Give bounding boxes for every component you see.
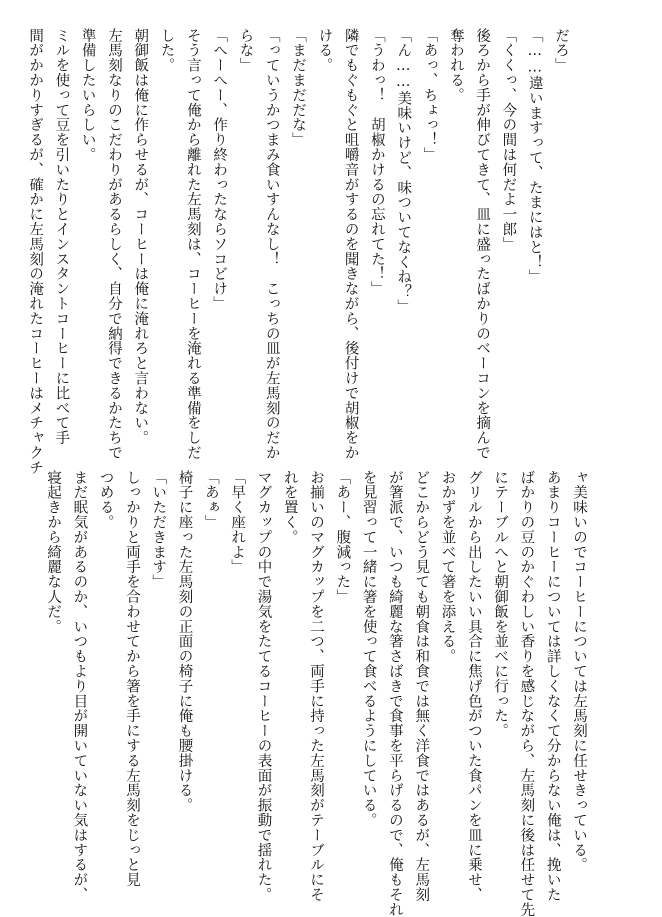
text-line: 「あぁ」 [202,470,219,530]
text-line: 寝起きから綺麗な人だ。 [45,470,62,634]
text-line: つめる。 [97,470,114,530]
text-line: 奪われる。 [447,28,464,103]
text-line: 「いただきます」 [150,470,167,590]
text-line: 「あっ、ちょっ！」 [421,28,438,163]
text-line: 「くくっ、今の間は何だよ一郎」 [500,28,517,252]
text-line: 間がかかりすぎるが、確かに左馬刻の淹れたコーヒーはメチャクチ [27,28,44,475]
text-line: マグカップの中で湯気をたてるコーヒーの表面が振動で揺れた。 [255,470,272,903]
text-line: ばかりの豆のかぐわしい香りを感じながら、左馬刻に後は任せて先 [518,470,535,917]
text-line: 「へーへー、作り終わったならソコどけ」 [211,28,228,312]
text-line: 「っていうかつまみ食いすんなし！ こっちの皿が左馬刻のだか [263,28,280,461]
text-line: 「……違いますって、たまにはと！」 [526,28,543,285]
upper-text-block [27,28,574,475]
text-line: にテーブルへと朝御飯を並べに行った。 [492,470,509,739]
text-line: 「早く座れよ」 [229,470,246,575]
text-line: 準備したいらしい。 [79,28,96,163]
text-line: した。 [158,28,175,73]
text-line: お揃いのマグカップを二つ、両手に持った左馬刻がテーブルにそ [308,470,325,903]
text-line: ミルを使って豆を引いたりとインスタントコーヒーに比べて手 [53,28,70,446]
text-line: が箸派で、いつも綺麗な箸さばきで食事を平らげるので、俺もそれ [386,470,403,917]
text-line: 朝御飯は俺に作らせるが、コーヒーは俺に淹れろと言わない。 [132,28,149,446]
text-line: おかずを並べて箸を添える。 [439,470,456,664]
text-line: 左馬刻なりのこだわりがあるらしく、自分で納得できるかたちで [105,28,122,461]
text-line: 隣でもぐもぐと咀嚼音がするのを聞きながら、後付けで胡椒をか [342,28,359,461]
text-line: あまりコーヒーについては詳しくなくて分からない俺は、挽いた [544,470,561,903]
text-line: グリルから出したいい具合に焦げ色がついた食パンを皿に乗せ、 [465,470,482,903]
text-line: 「まだまだだな」 [290,28,307,148]
text-line: しっかりと両手を合わせてから箸を手にする左馬刻をじっと見 [123,470,140,888]
text-line: を見習って一緒に箸を使って食べるようにしている。 [360,470,377,828]
text-line: どこからどう見ても朝食は和食では無く洋食ではあるが、左馬刻 [413,470,430,903]
text-line: れを置く。 [281,470,298,545]
lower-text-block [45,470,592,917]
text-line: ける。 [316,28,333,73]
text-line: 椅子に座った左馬刻の正面の椅子に俺も腰掛ける。 [176,470,193,813]
text-line: 「あー、腹減った」 [334,470,351,605]
text-line: そう言って俺から離れた左馬刻は、コーヒーを淹れる準備をしだ [184,28,201,461]
text-line: ャ美味いのでコーヒーについては左馬刻に任せきっている。 [571,470,587,873]
text-line: だろ」 [553,28,569,73]
text-line: 「うわっ！ 胡椒かけるの忘れてた！」 [368,28,385,297]
text-line: らな」 [237,28,254,73]
text-line: 後ろから手が伸びてきて、皿に盛ったばかりのベーコンを摘んで [474,28,491,461]
text-line: 「ん……美味いけど、味ついてなくね？」 [395,28,412,315]
text-line: まだ眠気があるのか、いつもより目が開いていない気はするが、 [71,470,88,903]
